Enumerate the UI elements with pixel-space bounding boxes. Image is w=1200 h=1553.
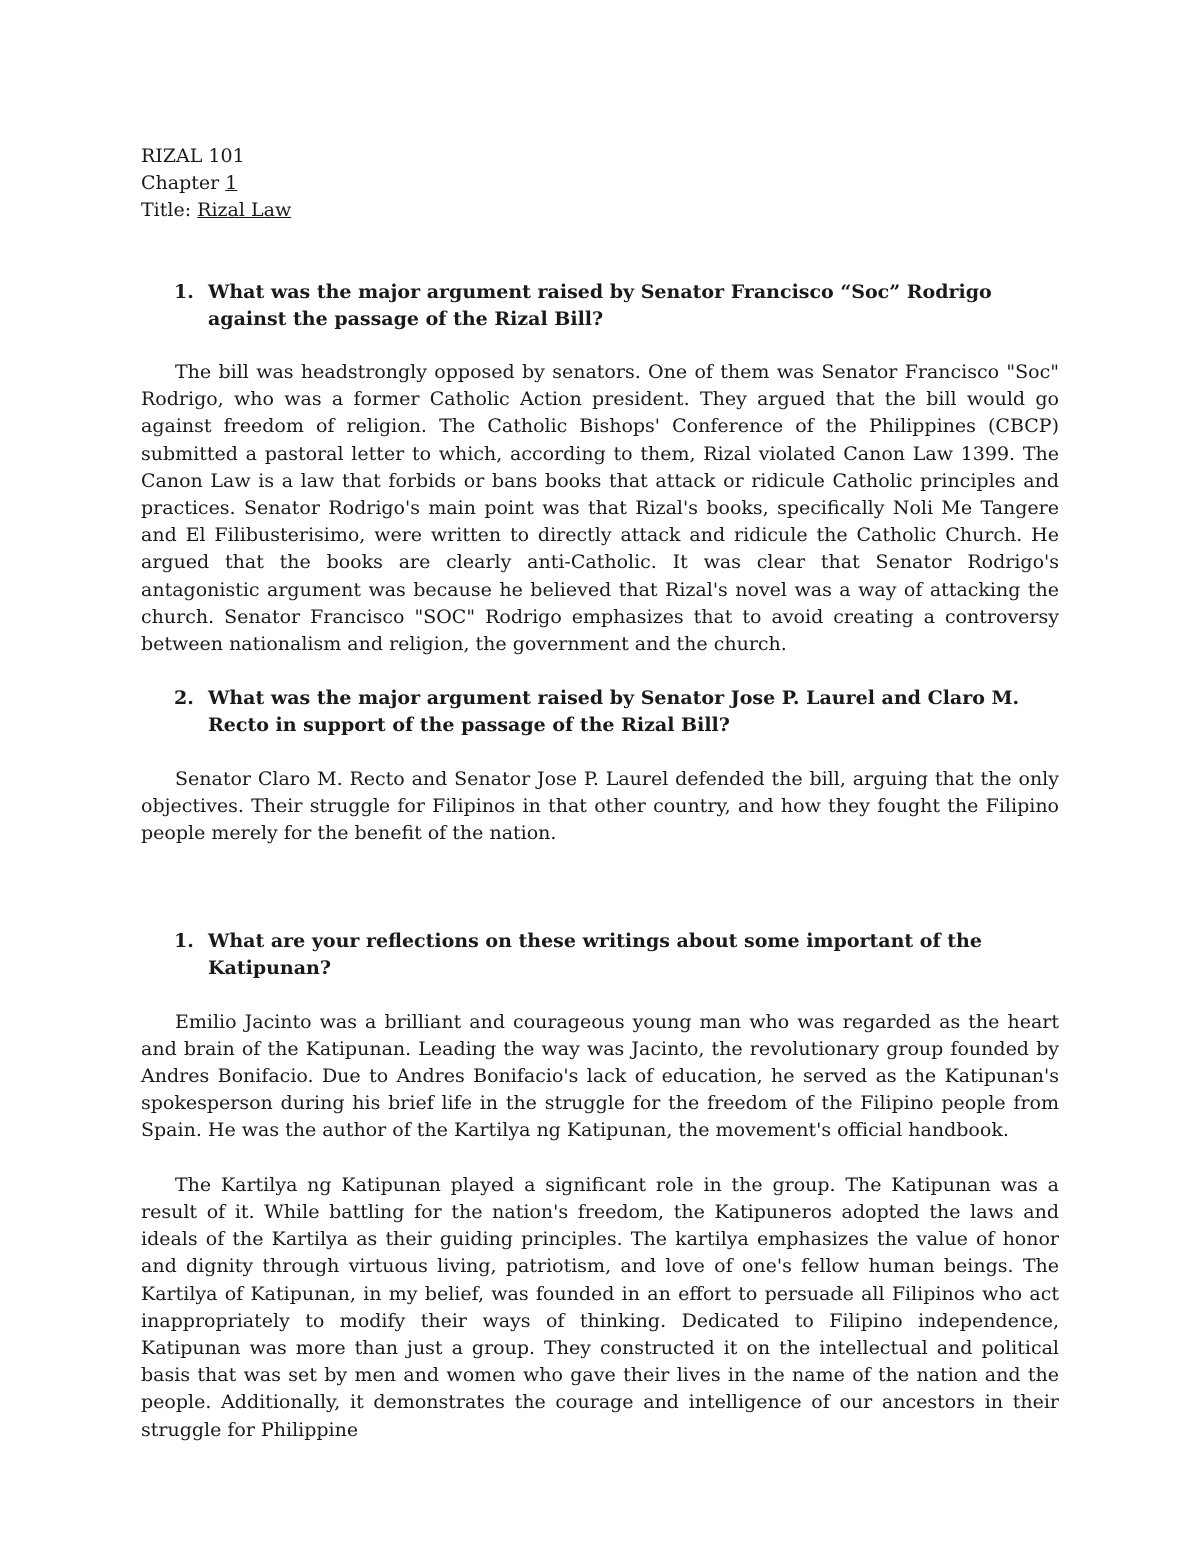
answer-paragraph: The Kartilya ng Katipunan played a significant role in the group. The Katipunan was a result of it. While battling for the nation's freedom, the Katipuneros adopted the laws and ideals of the Kartilya as their guiding principles. The kartilya emphasizes the value of honor and dignity through virtuous living, patriotism, and love of one's fellow human beings. The Kartilya of Katipunan, in my belief, was founded in an effort to persuade all Filipinos who act inappropriately to modify their ways of thinking. Dedicated to Filipino independence, Katipunan was more than just a group. They constructed it on the intellectual and political basis that was set by men and women who gave their lives in the name of the nation and the people. Additionally, it demonstrates the courage and intelligence of our ancestors in their struggle for Philippine — [141, 1173, 1059, 1441]
question-section — [141, 279, 1059, 659]
chapter-line — [141, 170, 1059, 197]
question-text: What are your reflections on these writings about some important of the Katipunan? — [208, 930, 982, 980]
chapter-number: 1 — [225, 172, 238, 195]
question-number: 2. — [174, 687, 194, 710]
course-code: RIZAL 101 — [141, 145, 245, 167]
question-section — [141, 928, 1059, 1443]
title-label: Title: — [141, 199, 198, 222]
document-header — [141, 143, 1059, 225]
answer-paragraph: The bill was headstrongly opposed by senators. One of them was Senator Francisco "Soc" Rodrigo, who was a former Catholic Action president. They argued that the bill would go against freedom of religion. The Catholic Bishops' Conference of the Philippines (CBCP) submitted a pastoral letter to which, according to them, Rizal violated Canon Law 1399. The Canon Law is a law that forbids or bans books that attack or ridicule Catholic principles and practices. Senator Rodrigo's main point was that Rizal's books, specifically Noli Me Tangere and El Filibusterisimo, were written to directly attack and ridicule the Catholic Church. He argued that the books are clearly anti-Catholic. It was clear that Senator Rodrigo's antagonistic argument was because he believed that Rizal's novel was a way of attacking the church. Senator Francisco "SOC" Rodrigo emphasizes that to avoid creating a controversy between nationalism and religion, the government and the church. — [141, 361, 1059, 656]
question-heading — [141, 685, 1059, 739]
question-heading — [141, 928, 1059, 982]
document-title: Rizal Law — [197, 199, 292, 222]
answer-paragraph: Senator Claro M. Recto and Senator Jose P. Laurel defended the bill, arguing that the only objectives. Their struggle for Filipinos in that other country, and how they fought the Filipino people merely for the benefit of the nation. — [141, 767, 1059, 845]
question-section — [141, 685, 1059, 847]
question-text: What was the major argument raised by Senator Francisco “Soc” Rodrigo against the passage of the Rizal Bill? — [208, 280, 992, 330]
answer-paragraph: Emilio Jacinto was a brilliant and courageous young man who was regarded as the heart and brain of the Katipunan. Leading the way was Jacinto, the revolutionary group founded by Andres Bonifacio. Due to Andres Bonifacio's lack of education, he served as the Katipunan's spokesperson during his brief life in the struggle for the freedom of the Filipino people from Spain. He was the author of the Kartilya ng Katipunan, the movement's official handbook. — [141, 1010, 1059, 1142]
question-text: What was the major argument raised by Senator Jose P. Laurel and Claro M. Recto in support of the passage of the Rizal Bill? — [208, 687, 1020, 737]
title-line — [141, 197, 1059, 224]
document-page — [141, 143, 1059, 1444]
chapter-label: Chapter — [141, 172, 226, 195]
question-number: 1. — [174, 930, 194, 953]
question-number: 1. — [174, 280, 194, 303]
question-heading — [141, 279, 1059, 333]
